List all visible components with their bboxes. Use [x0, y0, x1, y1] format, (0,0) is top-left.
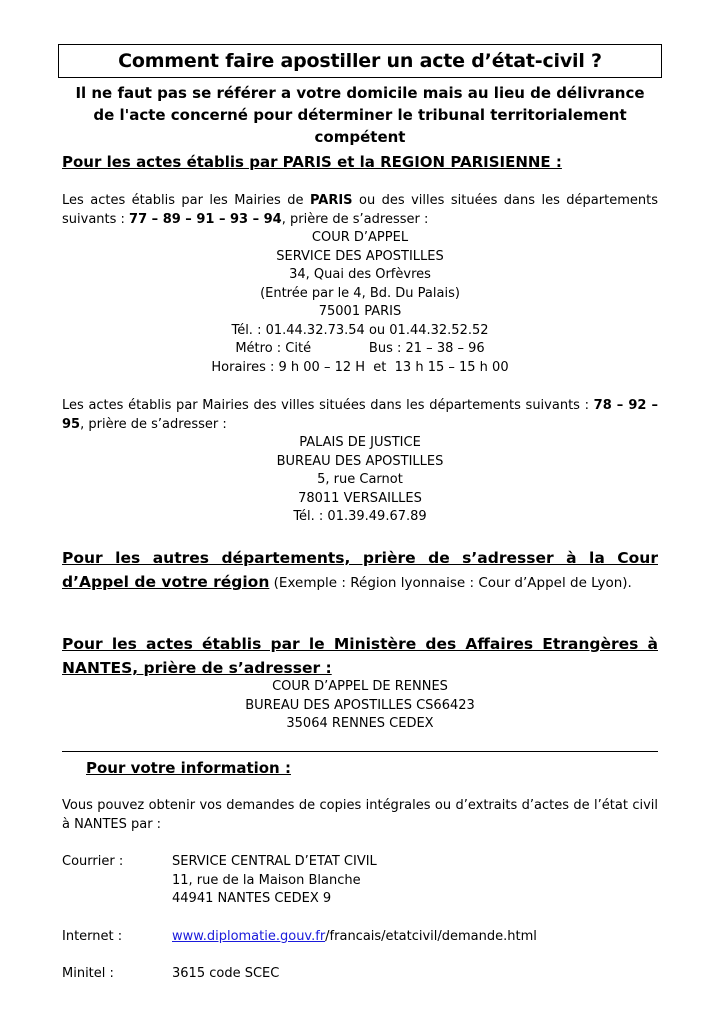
page-title: Comment faire apostiller un acte d’état-civil ?: [58, 44, 662, 78]
divider: [62, 751, 658, 752]
diplomatie-link[interactable]: www.diplomatie.gouv.fr: [172, 929, 326, 944]
address-line: 5, rue Carnot: [317, 472, 403, 487]
paris-address: [62, 229, 658, 377]
address-line: 78011 VERSAILLES: [298, 490, 422, 506]
address-line: 35064 RENNES CEDEX: [286, 716, 434, 731]
address-line: (Entrée par le 4, Bd. Du Palais): [260, 285, 460, 301]
nantes-heading: Pour les actes établis par le Ministère des Affaires Etrangères à NANTES, prière de s’adresser :: [62, 635, 658, 677]
address-line: BUREAU DES APOSTILLES CS66423: [245, 697, 475, 713]
address-line: COUR D’APPEL DE RENNES: [272, 679, 448, 694]
rennes-address: [62, 678, 658, 734]
warning-line: de l'acte concerné pour déterminer le tribunal territorialement: [93, 106, 627, 124]
address-line: BUREAU DES APOSTILLES: [276, 453, 444, 469]
versailles-address: [62, 434, 658, 527]
courrier-label: Courrier :: [62, 854, 124, 869]
paris-heading: Pour les actes établis par PARIS et la REGION PARISIENNE :: [62, 153, 562, 171]
info-text: Vous pouvez obtenir vos demandes de copies intégrales ou d’extraits d’actes de l’état civil à NANTES par :: [62, 798, 658, 832]
autres-heading: Pour les autres départements, prière de s’adresser à la Cour d’Appel de votre région (Exemple : Région lyonnaise : Cour d’Appel de Lyon).: [62, 549, 658, 591]
paris-intro: Les actes établis par les Mairies de PARIS ou des villes situées dans les départements suivants : 77 – 89 – 91 – 93 – 94, prière de s’adresser :: [62, 193, 658, 227]
info-heading: Pour votre information :: [86, 759, 291, 777]
address-line: 11, rue de la Maison Blanche: [172, 872, 361, 888]
address-line: Horaires : 9 h 00 – 12 H et 13 h 15 – 15 h 00: [211, 359, 509, 375]
courrier-address: [172, 853, 377, 909]
minitel-label: Minitel :: [62, 966, 114, 981]
warning-text: [60, 82, 660, 148]
versailles-intro: Les actes établis par Mairies des villes situées dans les départements suivants : 78 – 92 – 95, prière de s’adresser :: [62, 398, 659, 432]
internet-path: /francais/etatcivil/demande.html: [325, 929, 537, 944]
internet-value: [172, 928, 537, 947]
minitel-value: 3615 code SCEC: [172, 966, 280, 981]
address-line: 34, Quai des Orfèvres: [289, 267, 431, 282]
address-line: 75001 PARIS: [318, 304, 402, 319]
address-line: Métro : Cité Bus : 21 – 38 – 96: [235, 341, 485, 356]
address-line: SERVICE DES APOSTILLES: [276, 248, 444, 264]
address-line: PALAIS DE JUSTICE: [299, 435, 421, 450]
internet-label: Internet :: [62, 929, 123, 944]
address-line: 44941 NANTES CEDEX 9: [172, 891, 332, 906]
address-line: COUR D’APPEL: [311, 230, 409, 245]
address-line: Tél. : 01.39.49.67.89: [293, 509, 427, 524]
address-line: SERVICE CENTRAL D’ETAT CIVIL: [172, 854, 377, 869]
address-line: Tél. : 01.44.32.73.54 ou 01.44.32.52.52: [231, 322, 489, 338]
warning-line: compétent: [314, 128, 406, 146]
warning-line: Il ne faut pas se référer a votre domicile mais au lieu de délivrance: [75, 84, 645, 102]
